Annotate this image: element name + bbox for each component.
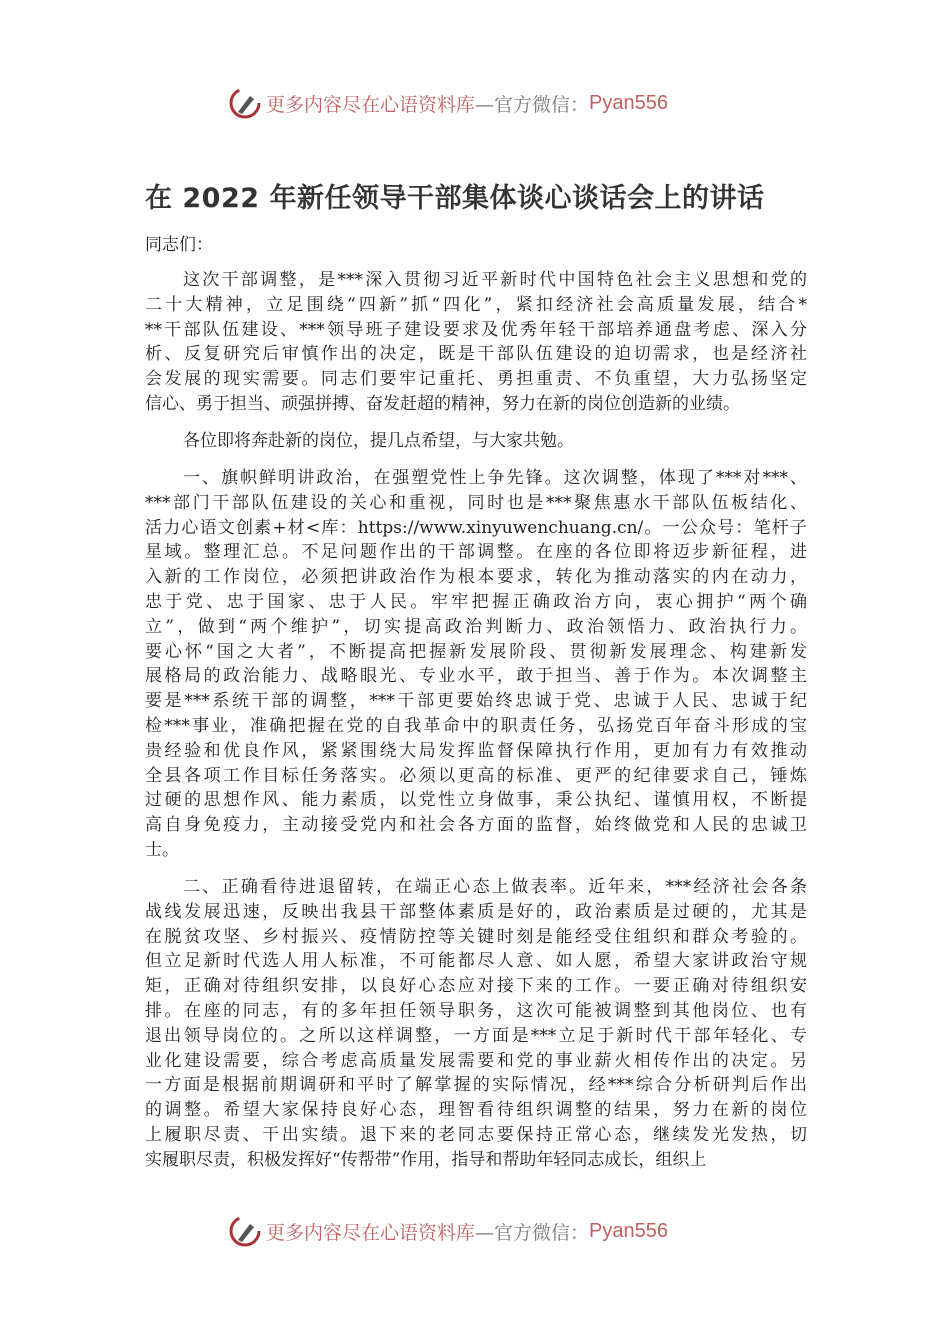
paragraph-3 xyxy=(145,466,807,863)
text-line: 展格局的政治能力、战略眼光、专业水平，敢于担当、善于作为。本次调整主 xyxy=(145,666,807,687)
text-line: 全县各项工作目标任务落实。必须以更高的标准、更严的纪律要求自己，锤炼 xyxy=(145,765,807,786)
text-line: 信心、勇于担当、顽强拼搏、奋发赶超的精神，努力在新的岗位创造新的业绩。 xyxy=(145,393,740,414)
text-line: 战线发展迅速，反映出我县干部整体素质是好的，政治素质是过硬的，尤其是 xyxy=(145,901,807,922)
text-line: 业化建设需要，综合考虑高质量发展需要和党的事业薪火相传作出的决定。另 xyxy=(145,1050,807,1071)
pen-logo-icon xyxy=(228,1214,262,1248)
document-title: 在 2022 年新任领导干部集体谈心谈话会上的讲话 xyxy=(145,183,765,214)
text-line: 二、正确看待进退留转，在端正心态上做表率。近年来，***经济社会各条 xyxy=(183,877,807,897)
text-line: 一、旗帜鲜明讲政治，在强塑党性上争先锋。这次调整，体现了***对***、 xyxy=(183,468,807,488)
text-line: 要是***系统干部的调整，***干部更要始终忠诚于党、忠诚于人民、忠诚于纪 xyxy=(145,691,807,712)
paragraph-1 xyxy=(145,268,807,417)
text-line: 析、反复研究后审慎作出的决定，既是干部队伍建设的迫切需求，也是经济社 xyxy=(145,344,807,365)
text-line: 要心怀“国之大者”，不断提高把握新发展阶段、贯彻新发展理念、构建新发 xyxy=(145,641,807,662)
text-line: 这次干部调整，是***深入贯彻习近平新时代中国特色社会主义思想和党的 xyxy=(183,270,807,290)
text-line: 高自身免疫力，主动接受党内和社会各方面的监督，始终做党和人民的忠诚卫 xyxy=(145,815,807,836)
paragraph-4 xyxy=(145,875,807,1173)
text-line: 一方面是根据前期调研和平时了解掌握的实际情况，经***综合分析研判后作出 xyxy=(145,1075,807,1096)
text-line: 的调整。希望大家保持良好心态，理智看待组织调整的结果，努力在新的岗位 xyxy=(145,1100,807,1121)
text-line: 检***事业，准确把握在党的自我革命中的职责任务，弘扬党百年奋斗形成的宝 xyxy=(145,715,807,736)
text-line: 实履职尽责，积极发挥好“传帮带”作用，指导和帮助年轻同志成长，组织上 xyxy=(145,1149,707,1170)
text-line: 上履职尽责、干出实绩。退下来的老同志要保持正常心态，继续发光发热，切 xyxy=(145,1124,807,1145)
text-line: ***部门干部队伍建设的关心和重视，同时也是***聚焦惠水干部队伍板结化、 xyxy=(145,492,807,513)
text-line: 二十大精神，立足围绕“四新”抓“四化”，紧扣经济社会高质量发展，结合* xyxy=(145,294,807,315)
text-line: 立”，做到“两个维护”，切实提高政治判断力、政治领悟力、政治执行力。 xyxy=(145,616,807,637)
paragraph-2 xyxy=(145,429,807,454)
text-line: 星域。整理汇总。不足问题作出的干部调整。在座的各位即将迈步新征程，进 xyxy=(145,542,807,563)
pen-logo-icon xyxy=(228,86,262,120)
text-line: 忠于党、忠于国家、忠于人民。牢牢把握正确政治方向，衷心拥护“两个确 xyxy=(145,591,807,612)
footer-watermark: 更多内容尽在心语资料库 —官方微信： Pyan556 xyxy=(228,1214,668,1248)
header-watermark: 更多内容尽在心语资料库 —官方微信： Pyan556 xyxy=(228,86,668,120)
text-line: 会发展的现实需要。同志们要牢记重托、勇担重责、不负重望，大力弘扬坚定 xyxy=(145,369,807,390)
text-line: 入新的工作岗位，必须把讲政治作为根本要求，转化为推动落实的内在动力， xyxy=(145,567,807,588)
text-line: 在脱贫攻坚、乡村振兴、疫情防控等关键时刻是能经受住组织和群众考验的。 xyxy=(145,926,807,947)
text-line: 但立足新时代选人用人标准，不可能都尽人意、如人愿，希望大家讲政治守规 xyxy=(145,951,807,972)
text-line: 士。 xyxy=(145,839,179,860)
text-line: 各位即将奔赴新的岗位，提几点希望，与大家共勉。 xyxy=(183,431,574,451)
text-line: **干部队伍建设、***领导班子建设要求及优秀年轻干部培养通盘考虑、深入分 xyxy=(145,319,807,340)
text-line: 过硬的思想作风、能力素质，以党性立身做事，秉公执纪、谨慎用权，不断提 xyxy=(145,790,807,811)
text-line: 活力心语文创素+材<库：https://www.xinyuwenchuang.cn/。一公众号：笔杆子 xyxy=(145,517,807,538)
text-line: 矩，正确对待组织安排，以良好心态应对接下来的工作。一要正确对待组织安 xyxy=(145,976,807,997)
salutation: 同志们： xyxy=(145,235,213,255)
text-line: 贵经验和优良作风，紧紧围绕大局发挥监督保障执行作用，更加有力有效推动 xyxy=(145,740,807,761)
text-line: 排。在座的同志，有的多年担任领导职务，这次可能被调整到其他岗位、也有 xyxy=(145,1000,807,1021)
text-line: 退出领导岗位的。之所以这样调整，一方面是***立足于新时代干部年轻化、专 xyxy=(145,1025,807,1046)
